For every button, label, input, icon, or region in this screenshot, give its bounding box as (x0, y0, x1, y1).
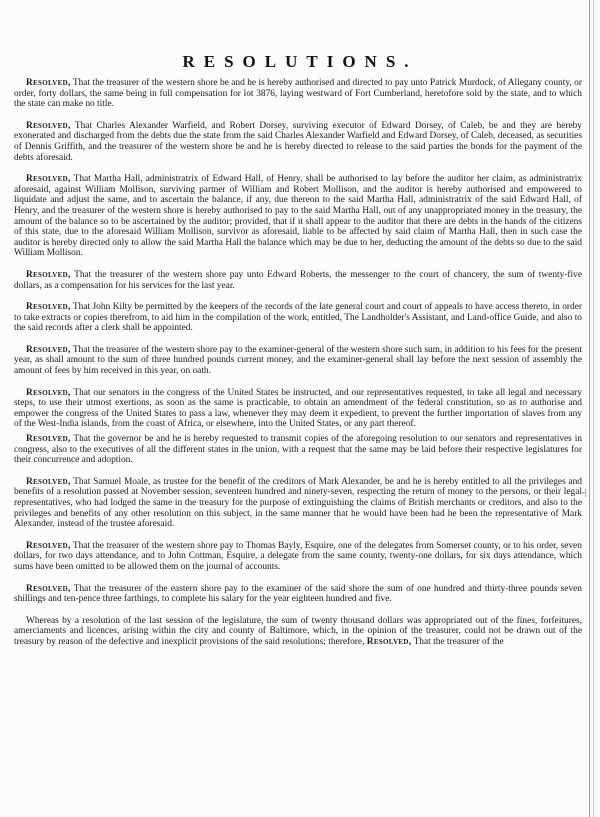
whereas-paragraph (14, 616, 582, 648)
resolved-label: Resolved, (366, 636, 412, 647)
resolved-label: Resolved, (26, 269, 71, 280)
resolution-text: That the treasurer of the western shore pay to the examiner-general of the western shore such sum, in addition to his fees for the present year, as shall amount to the sum of three hundred pounds current money, and the examiner-general shall lay before the next session of assembly the amount of fees by him received in this year, on oath. (14, 344, 582, 377)
page-heading: RESOLUTIONS. (182, 52, 418, 71)
resolution-paragraph (14, 584, 582, 605)
page-edge-line (589, 0, 590, 817)
resolution-paragraph (14, 541, 582, 573)
resolutions-body (14, 78, 582, 659)
resolution-paragraph (14, 302, 582, 334)
resolution-text: That Samuel Moale, as trustee for the benefit of the creditors of Mark Alexander, be and he is hereby entitled to all the privileges and benefits of a resolution passed at November session, seventeen hundred and ninety-seven, respecting the return of money to the persons, or their legal representatives, who had lodged the same in the treasury for the purpose of extinguishing the claims of British merchants or creditors, and also to the privileges and benefits of any other resolution on this subject, in the same manner that he would have been had he been the representative of Mark Alexander, instead of the trustee aforesaid. (14, 476, 582, 530)
margin-mark: -| (582, 487, 587, 497)
resolved-label: Resolved, (26, 344, 71, 355)
resolution-text: That the governor be and he is hereby requested to transmit copies of the aforegoing resolution to our senators and representatives in congress, also to the executives of all the different states in the union, with a request that the same may be laid before their respective legislatures for their concurrence and adoption. (14, 434, 582, 466)
resolution-text: That the treasurer of the western shore be and he is hereby authorised and directed to pay unto Patrick Murdock, of Allegany county, or order, forty dollars, the same being in full compensation for lot 3876, laying westward of Fort Cumberland, heretofore sold by the state, and to which the state can make no title. (14, 78, 582, 110)
resolved-label: Resolved, (26, 434, 71, 445)
resolution-paragraph (14, 78, 582, 110)
resolution-text: That the treasurer of the (411, 636, 504, 647)
page-edge-shadow (593, 0, 594, 817)
resolved-label: Resolved, (26, 387, 71, 398)
whereas-text: Whereas by a resolution of the last session of the legislature, the sum of twenty thousand dollars was appropriated out of the fines, forfeitures, amerciaments and licences, arising within the city and county of Baltimore, which, in the opinion of the treasurer, could not be drawn out of the treasury by reason of the defective and inexplicit provisions of the said resolutions; therefore, (14, 615, 582, 647)
resolved-label: Resolved, (26, 540, 71, 551)
resolution-paragraph (14, 270, 582, 291)
resolution-paragraph (14, 174, 582, 259)
resolution-text: That the treasurer of the western shore pay to Thomas Bayly, Esquire, one of the delegates from Somerset county, or to his order, seven dollars, for two days attendance, and to John Cottman, Esquire, a delegate from the same county, twenty-one dollars, for six days attendance, which sums have been omitted to be allowed them on the journal of accounts. (14, 540, 582, 572)
resolution-text: That the treasurer of the eastern shore pay to the examiner of the said shore the sum of one hundred and thirty-three pounds seven shillings and ten-pence three farthings, to complete his salary for the year eighteen hundred and five. (14, 583, 582, 605)
resolution-paragraph (14, 388, 582, 430)
resolution-text: That the treasurer of the western shore pay unto Edward Roberts, the messenger to the court of chancery, the sum of twenty-five dollars, as a compensation for his services for the last year. (14, 269, 582, 291)
resolution-text: That Charles Alexander Warfield, and Robert Dorsey, surviving executor of Edward Dorsey, of Caleb, be and they are hereby exonerated and discharged from the debts due the state from the said Charles Alexander Warfield and Edward Dorsey, of Caleb, deceased, as securities of Dennis Griffith, and the treasurer of the western shore be and he is hereby directed to release to the said parties the bonds for the payment of the debts aforesaid. (14, 120, 582, 163)
resolved-label: Resolved, (26, 78, 71, 88)
resolved-label: Resolved, (26, 476, 71, 487)
resolved-label: Resolved, (26, 174, 71, 185)
resolved-label: Resolved, (26, 583, 71, 594)
resolved-label: Resolved, (26, 120, 71, 131)
resolution-text: That John Kilty be permitted by the keepers of the records of the late general court and court of appeals to have access thereto, in order to take extracts or copies therefrom, to aid him in the compilation of the work, entitled, The Landholder's Assistant, and Land-office Guide, and also to the said records after a clerk shall be appointed. (14, 302, 582, 334)
resolution-paragraph (14, 477, 582, 530)
resolution-paragraph (14, 345, 582, 377)
resolution-text: That our senators in the congress of the United States be instructed, and our representatives requested, to take all legal and necessary steps, to use their utmost exertions, as soon as the same is practicable, to obtain an amendment of the federal constitution, so as to authorise and empower the congress of the United States to pass a law, whenever they may deem it expedient, to prevent the further importation of slaves from any of the West-India islands, from the coast of Africa, or elsewhere, into the United States, or any part thereof. (14, 387, 582, 430)
resolution-paragraph (14, 434, 582, 466)
resolution-text: That Martha Hall, administratrix of Edward Hall, of Henry, shall be authorised to lay before the auditor her claim, as administratrix aforesaid, against William Mollison, surviving partner of William and Robert Mollison, and the auditor is hereby authorised and empowered to liquidate and adjust the same, and to ascertain the balance, if any, due thereon to the said Martha Hall, administratrix of the said Edward Hall, of Henry, and the treasurer of the western shore is hereby authorised to pay to the said Martha Hall, out of any unappropriated money in the treasury, the amount of the balance so to be ascertained by the auditor; provided, that if it shall appear to the auditor that there are debts in the hands of the citizens of this state, due to the aforesaid William Mollison, survivor as aforesaid, liable to be affected by said claim of Martha Hall, then in such case the auditor is hereby directed only to allow the said Martha Hall the balance which may be due to her, deducting the amount of the debts so due to the said William Mollison. (14, 174, 582, 259)
resolution-paragraph (14, 121, 582, 163)
resolved-label: Resolved, (26, 302, 71, 313)
